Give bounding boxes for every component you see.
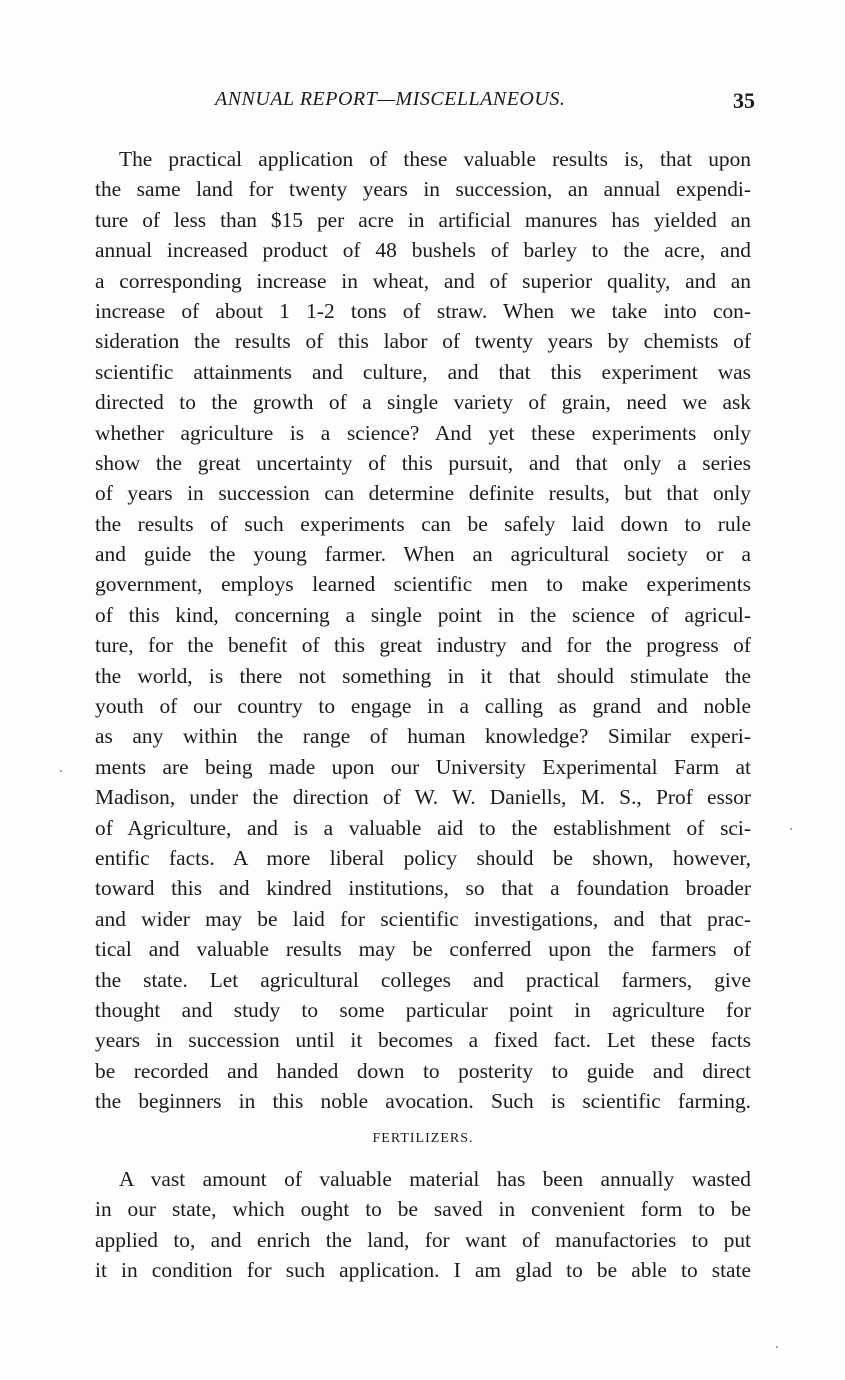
text-line: government, employs learned scientific men to make experiments <box>95 572 751 597</box>
section-heading-fertilizers: FERTILIZERS. <box>372 1131 474 1146</box>
text-line: ture of less than $15 per acre in artificial manures has yielded an <box>95 207 751 232</box>
text-line: the state. Let agricultural colleges and practical farmers, give <box>95 967 751 992</box>
text-line: ture, for the benefit of this great industry and for the progress of <box>95 633 751 658</box>
paper-speck <box>60 770 62 772</box>
text-line: scientific attainments and culture, and that this experiment was <box>95 359 751 384</box>
text-line: in our state, which ought to be saved in convenient form to be <box>95 1197 751 1222</box>
text-line: the results of such experiments can be safely laid down to rule <box>95 511 751 536</box>
text-line: show the great uncertainty of this pursuit, and that only a series <box>95 450 751 475</box>
text-line: the world, is there not something in it that should stimulate the <box>95 663 751 688</box>
text-line: increase of about 1 1-2 tons of straw. When we take into con- <box>95 298 751 323</box>
text-line: annual increased product of 48 bushels of barley to the acre, and <box>95 238 751 263</box>
text-line: A vast amount of valuable material has been annually wasted <box>119 1167 751 1191</box>
text-line: thought and study to some particular point in agriculture for <box>95 997 751 1022</box>
text-line: it in condition for such application. I am glad to be able to state <box>95 1258 751 1283</box>
text-line: years in succession until it becomes a fixed fact. Let these facts <box>95 1028 751 1053</box>
text-line: a corresponding increase in wheat, and of superior quality, and an <box>95 268 751 293</box>
text-line: tical and valuable results may be conferred upon the farmers of <box>95 937 751 962</box>
text-line: be recorded and handed down to posterity to guide and direct <box>95 1058 751 1083</box>
text-line: toward this and kindred institutions, so that a foundation broader <box>95 876 751 901</box>
text-line: and guide the young farmer. When an agricultural society or a <box>95 542 751 567</box>
text-line: whether agriculture is a science? And yet these experiments only <box>95 420 751 445</box>
text-line: entific facts. A more liberal policy should be shown, however, <box>95 845 751 870</box>
paper-speck <box>776 1346 778 1348</box>
running-head <box>95 88 755 118</box>
paper-speck <box>790 828 792 830</box>
text-line: the same land for twenty years in succession, an annual expendi- <box>95 177 751 202</box>
text-line: The practical application of these valuable results is, that upon <box>119 147 751 171</box>
paragraph-fertilizers <box>95 1164 751 1286</box>
text-line: ments are being made upon our University Experimental Farm at <box>95 754 751 779</box>
paragraph-scientific-farming <box>95 144 751 1117</box>
page-number: 35 <box>733 88 755 113</box>
text-line: sideration the results of this labor of twenty years by chemists of <box>95 329 751 354</box>
text-line: applied to, and enrich the land, for want of manufactories to put <box>95 1227 751 1252</box>
text-line: youth of our country to engage in a calling as grand and noble <box>95 694 751 719</box>
running-title: ANNUAL REPORT—MISCELLANEOUS. <box>215 88 566 110</box>
text-line: directed to the growth of a single variety of grain, need we ask <box>95 390 751 415</box>
text-line: and wider may be laid for scientific investigations, and that prac- <box>95 906 751 931</box>
text-line: of years in succession can determine definite results, but that only <box>95 481 751 506</box>
text-line: of Agriculture, and is a valuable aid to the establishment of sci- <box>95 815 751 840</box>
text-line: the beginners in this noble avocation. Such is scientific farming. <box>95 1089 751 1114</box>
text-line: Madison, under the direction of W. W. Daniells, M. S., Prof essor <box>95 785 751 810</box>
text-line: of this kind, concerning a single point in the science of agricul- <box>95 602 751 627</box>
text-line: as any within the range of human knowledge? Similar experi- <box>95 724 751 749</box>
